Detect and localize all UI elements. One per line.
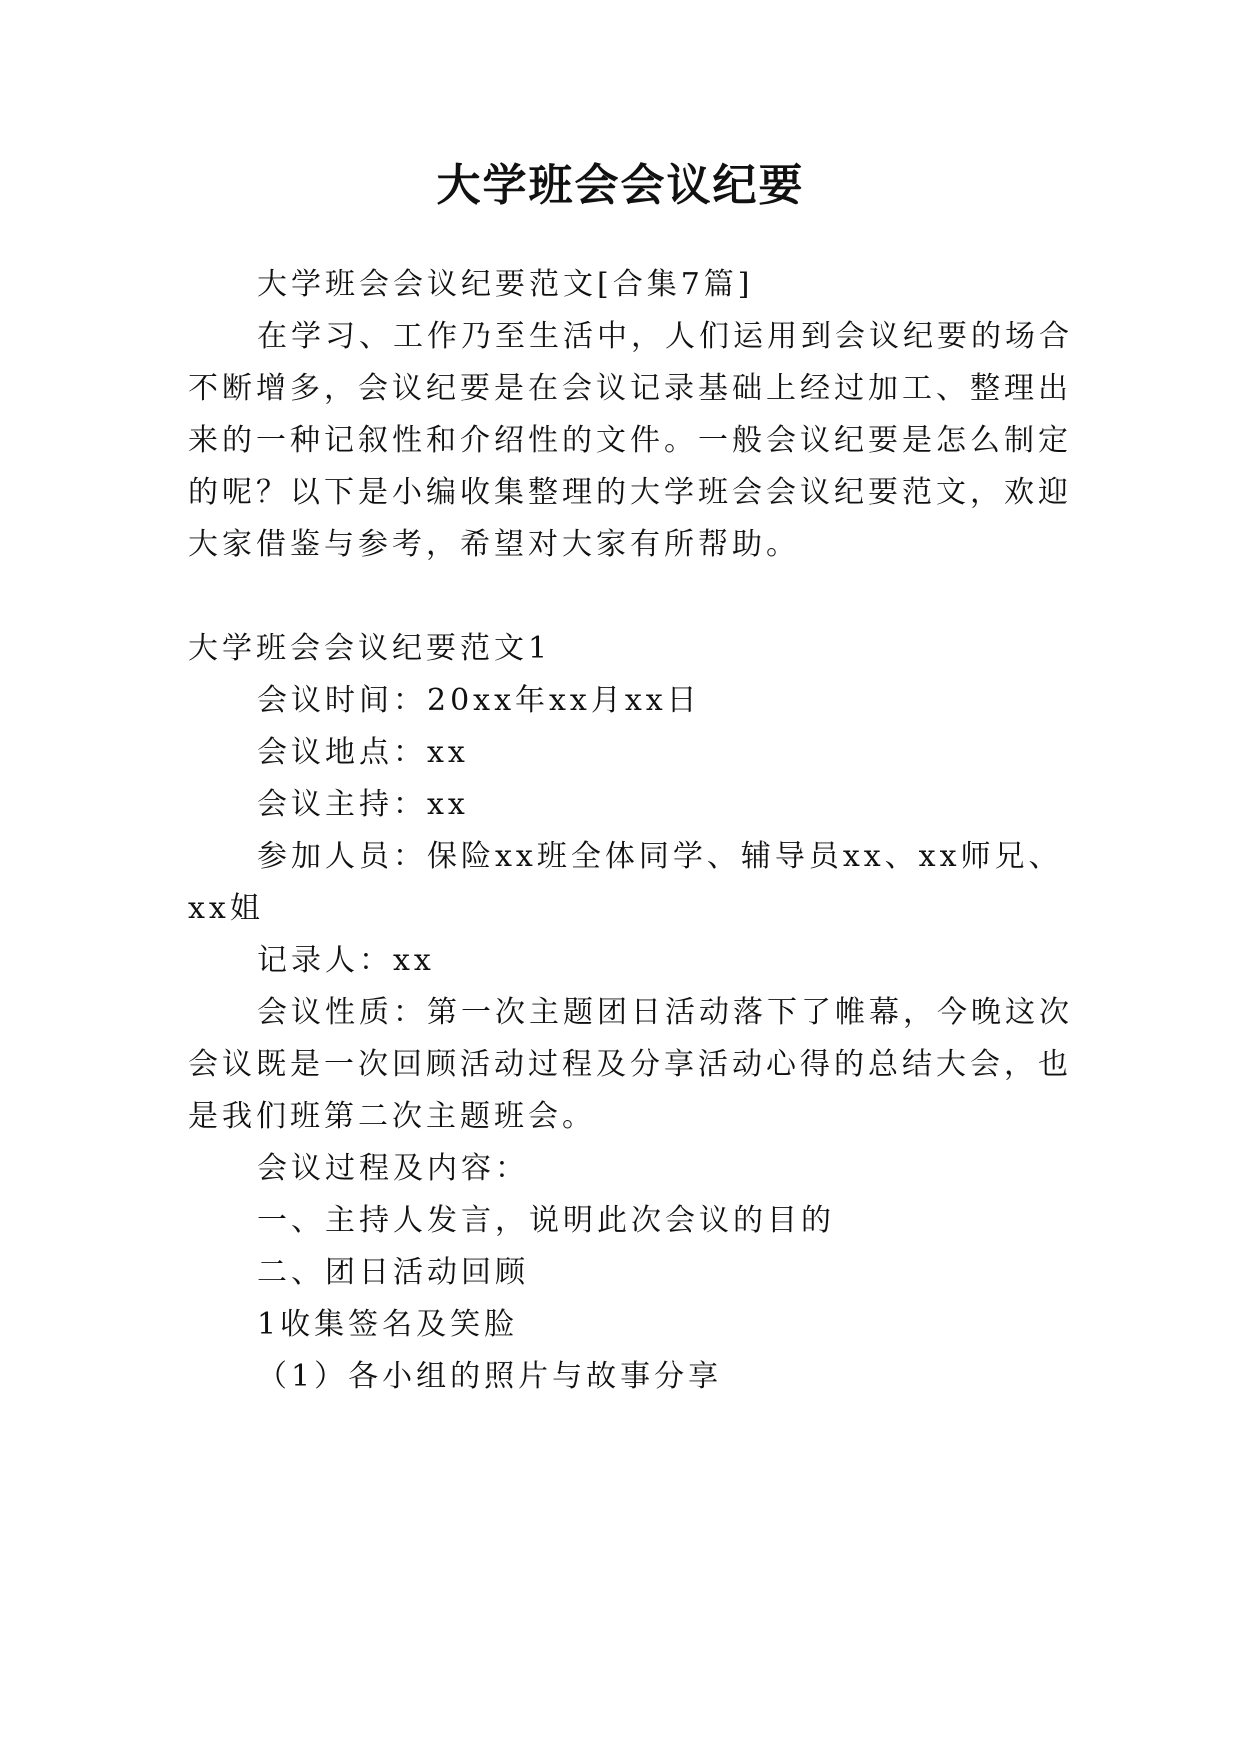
subtitle-line: 大学班会会议纪要范文[合集7篇] xyxy=(257,267,754,302)
meeting-attendees-cont: xx姐 xyxy=(188,891,264,926)
agenda-subitem: 1收集签名及笑脸 xyxy=(257,1307,519,1342)
meeting-time: 会议时间：20xx年xx月xx日 xyxy=(257,683,701,718)
intro-paragraph-line: 在学习、工作乃至生活中，人们运用到会议纪要的场合 xyxy=(257,319,1073,354)
meeting-location: 会议地点：xx xyxy=(257,735,469,770)
agenda-item: 一、主持人发言，说明此次会议的目的 xyxy=(257,1203,835,1238)
meeting-nature-line: 会议性质：第一次主题团日活动落下了帷幕，今晚这次 xyxy=(257,995,1073,1030)
intro-paragraph-line: 不断增多，会议纪要是在会议记录基础上经过加工、整理出 xyxy=(188,371,1072,406)
agenda-item: 二、团日活动回顾 xyxy=(257,1255,529,1290)
intro-paragraph-line: 来的一种记叙性和介绍性的文件。一般会议纪要是怎么制定 xyxy=(188,423,1072,458)
meeting-nature-line: 是我们班第二次主题班会。 xyxy=(188,1099,596,1134)
section-heading: 大学班会会议纪要范文1 xyxy=(188,631,552,666)
meeting-attendees: 参加人员：保险xx班全体同学、辅导员xx、xx师兄、 xyxy=(257,839,1063,874)
meeting-nature-line: 会议既是一次回顾活动过程及分享活动心得的总结大会，也 xyxy=(188,1047,1072,1082)
intro-paragraph-line: 的呢？以下是小编收集整理的大学班会会议纪要范文，欢迎 xyxy=(188,475,1072,510)
meeting-process-heading: 会议过程及内容： xyxy=(257,1151,529,1186)
intro-paragraph-line: 大家借鉴与参考，希望对大家有所帮助。 xyxy=(188,527,800,562)
meeting-host: 会议主持：xx xyxy=(257,787,469,822)
agenda-subitem: （1）各小组的照片与故事分享 xyxy=(257,1359,723,1394)
meeting-recorder: 记录人：xx xyxy=(257,943,435,978)
document-title: 大学班会会议纪要 xyxy=(436,160,805,211)
